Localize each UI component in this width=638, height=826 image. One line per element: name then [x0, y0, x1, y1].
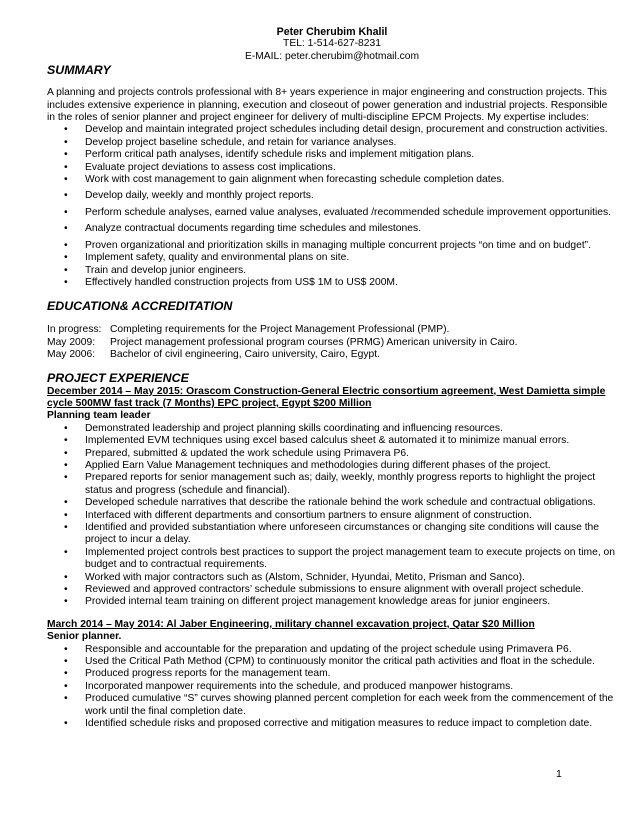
list-item: • Interfaced with different departments and consortium partners to ensure alignment of construction.: [85, 510, 617, 522]
list-item: • Work with cost management to gain alignment when forecasting schedule completion dates.: [85, 174, 617, 186]
list-item: • Effectively handled construction projects from US$ 1M to US$ 200M.: [85, 277, 617, 289]
list-item: • Incorporated manpower requirements into the schedule, and produced manpower histograms.: [85, 681, 617, 693]
education-entry: [47, 324, 617, 336]
list-item: • Develop and maintain integrated project schedules including detail design, procurement and construction activities.: [85, 124, 617, 136]
list-item: • Implemented EVM techniques using excel based calculus sheet & automated it to minimize manual errors.: [85, 435, 617, 447]
job-bullets: [47, 423, 617, 609]
job-bullets: [47, 644, 617, 731]
list-item: • Implemented project controls best practices to support the project management team to execute projects on time, on budget and to contractual requirements.: [85, 547, 617, 572]
list-item: • Responsible and accountable for the preparation and updating of the project schedule using Primavera P6.: [85, 644, 617, 656]
list-item: • Implement safety, quality and environmental plans on site.: [85, 252, 617, 264]
list-item: • Worked with major contractors such as (Alstom, Schnider, Hyundai, Metito, Prisman and Sanco).: [85, 572, 617, 584]
list-item: • Evaluate project deviations to assess cost implications.: [85, 162, 617, 174]
list-item: • Develop daily, weekly and monthly project reports.: [85, 190, 617, 202]
education-date: May 2009:: [47, 336, 96, 348]
list-item: • Provided internal team training on different project management knowledge areas for junior engineers.: [85, 596, 617, 608]
education-entry: [47, 349, 617, 361]
list-item: • Reviewed and approved contractors’ schedule submissions to ensure alignment with overall project schedule.: [85, 584, 617, 596]
list-item: • Developed schedule narratives that describe the rationale behind the work schedule and contractual obligations.: [85, 497, 617, 509]
education-heading: EDUCATION& ACCREDITATION: [47, 299, 233, 314]
candidate-name: Peter Cherubim Khalil: [276, 26, 388, 38]
list-item: • Identified schedule risks and proposed corrective and mitigation measures to reduce impact to completion date.: [85, 718, 617, 730]
job-role: Planning team leader: [47, 410, 151, 422]
summary-intro: A planning and projects controls professional with 8+ years experience in major engineering and construction projects. This includes extensive experience in planning, execution and closeout of power generation and industrial projects. Responsible in the roles of senior planner and project engineer for delivery of multi-discipline EPCM Projects. My expertise includes:: [47, 87, 608, 124]
list-item: • Perform schedule analyses, earned value analyses, evaluated /recommended schedule improvement opportunities.: [85, 207, 617, 219]
job-title: March 2014 – May 2014: Al Jaber Engineering, military channel excavation project, Qatar $20 Million: [47, 618, 535, 630]
education-date: In progress:: [47, 324, 102, 336]
list-item: • Train and develop junior engineers.: [85, 265, 617, 277]
job-entry: [47, 619, 617, 731]
summary-heading: SUMMARY: [47, 63, 111, 78]
education-text: Bachelor of civil engineering, Cairo university, Cairo, Egypt.: [110, 349, 380, 361]
education-list: [47, 324, 617, 361]
education-entry: [47, 337, 617, 349]
email-address: E-MAIL: peter.cherubim@hotmail.com: [244, 50, 420, 62]
education-text: Project management professional program courses (PRMG) American university in Cairo.: [110, 336, 518, 348]
list-item: • Prepared reports for senior management such as; daily, weekly, monthly progress reports to highlight the project status and progress (schedule and financial).: [85, 472, 617, 497]
phone-number: TEL: 1-514-627-8231: [283, 38, 381, 50]
list-item: • Develop project baseline schedule, and retain for variance analyses.: [85, 137, 617, 149]
job-entry: [47, 386, 617, 609]
list-item: • Produced progress reports for the management team.: [85, 668, 617, 680]
list-item: • Used the Critical Path Method (CPM) to continuously monitor the critical path activities and float in the schedule.: [85, 656, 617, 668]
list-item: • Demonstrated leadership and project planning skills coordinating and influencing resources.: [85, 423, 617, 435]
list-item: • Identified and provided substantiation where unforeseen circumstances or changing site conditions will cause the project to incur a delay.: [85, 522, 617, 547]
list-item: • Applied Earn Value Management techniques and methodologies during different phases of the project.: [85, 460, 617, 472]
job-title: December 2014 – May 2015: Orascom Construction-General Electric consortium agreement, West Damietta simple cycle 500MW fast track (7 Months) EPC project, Egypt $200 Million: [47, 385, 606, 409]
list-item: • Analyze contractual documents regarding time schedules and milestones.: [85, 223, 617, 235]
list-item: • Prepared, submitted & updated the work schedule using Primavera P6.: [85, 448, 617, 460]
page-number: 1: [556, 768, 562, 780]
list-item: • Proven organizational and prioritization skills in managing multiple concurrent projects “on time and on budget”.: [85, 240, 617, 252]
list-item: • Produced cumulative “S” curves showing planned percent completion for each week from the commencement of the work until the final completion date.: [85, 693, 617, 718]
resume-page: [47, 26, 617, 731]
list-item: • Perform critical path analyses, identify schedule risks and implement mitigation plans.: [85, 149, 617, 161]
experience-heading: PROJECT EXPERIENCE: [47, 370, 189, 385]
education-date: May 2006:: [47, 349, 96, 361]
education-text: Completing requirements for the Project Management Professional (PMP).: [110, 324, 450, 336]
summary-bullets: [47, 124, 617, 289]
job-role: Senior planner.: [47, 631, 122, 643]
